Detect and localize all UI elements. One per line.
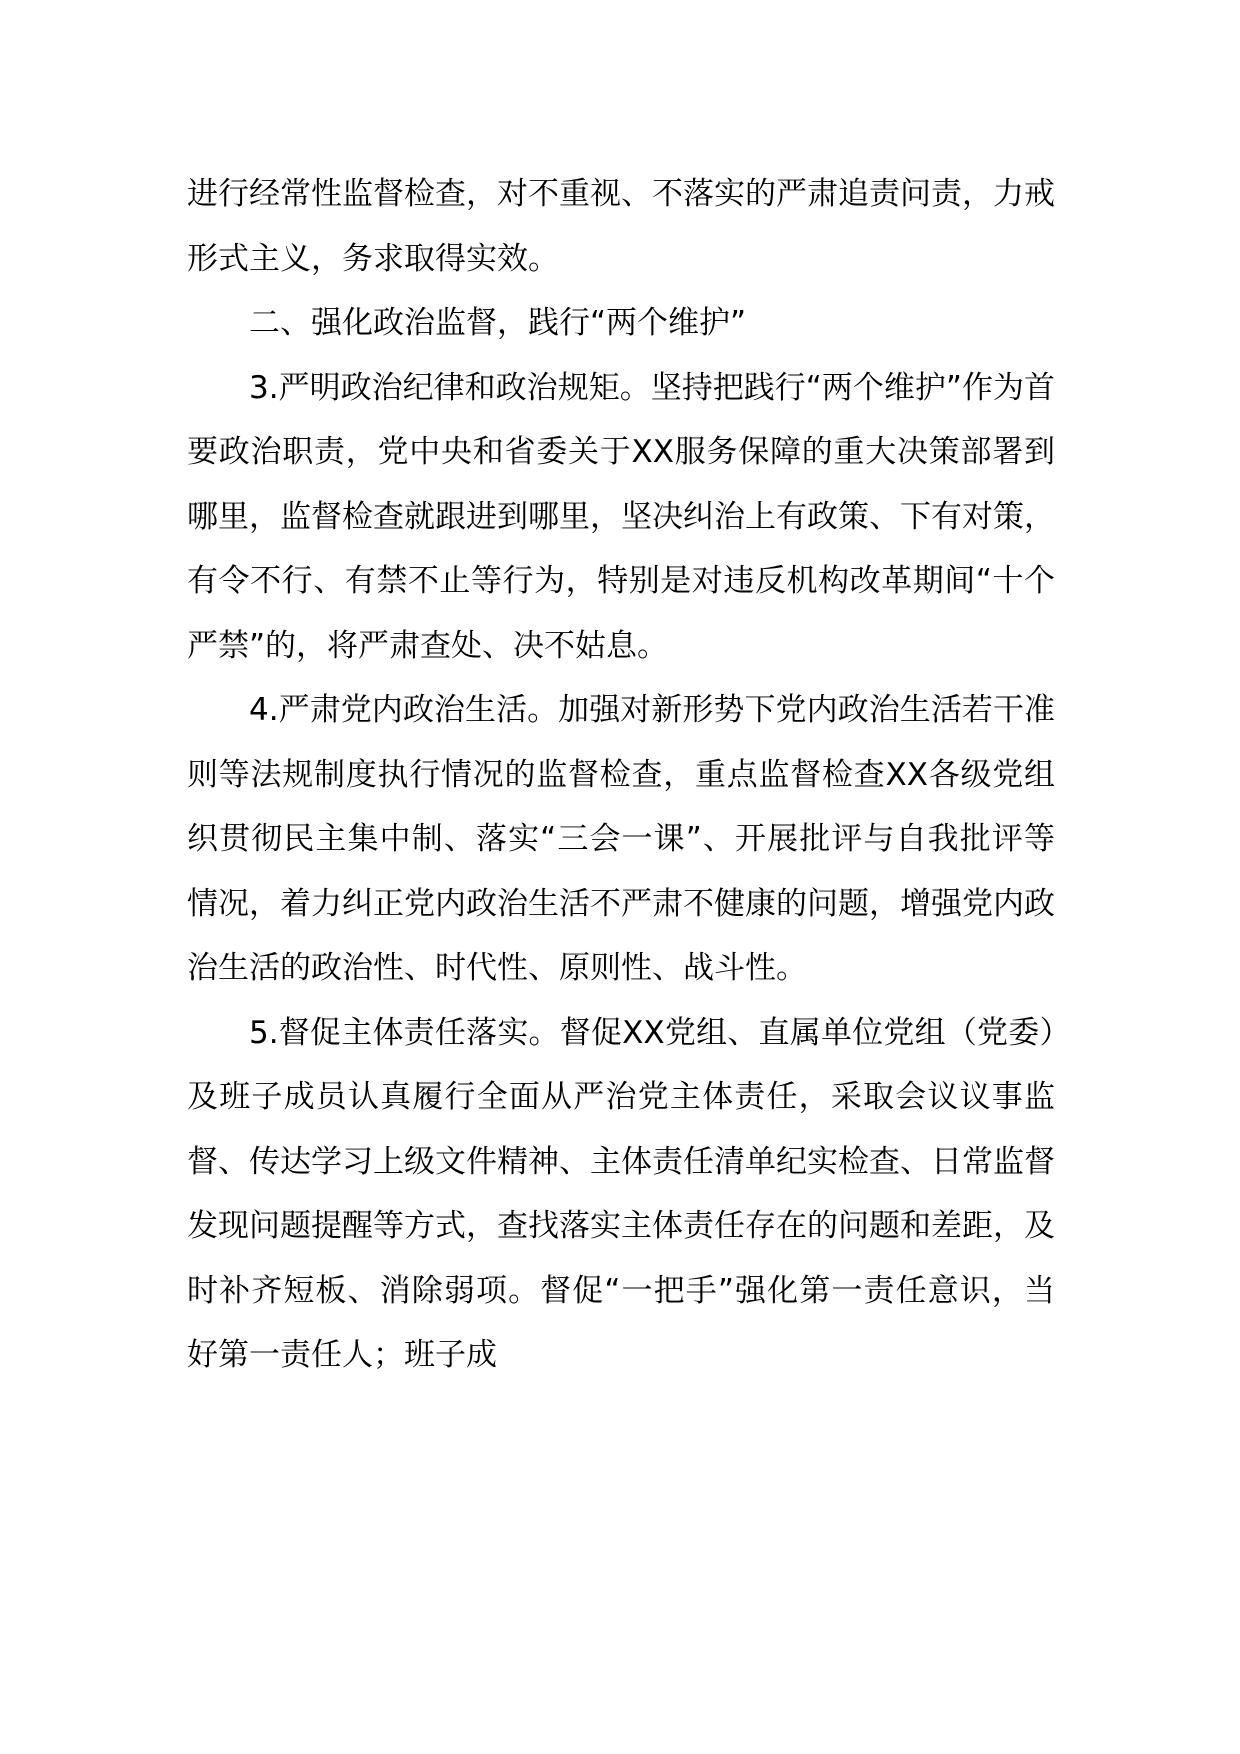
paragraph-item-5: 5.督促主体责任落实。督促XX党组、直属单位党组（党委）及班子成员认真履行全面从严治党主体责任，采取会议议事监督、传达学习上级文件精神、主体责任清单纪实检查、日常监督发现问题提醒等方式，查找落实主体责任存在的问题和差距，及时补齐短板、消除弱项。督促“一把手”强化第一责任意识，当好第一责任人；班子成 — [187, 1014, 1055, 1373]
paragraph-continuation: 进行经常性监督检查，对不重视、不落实的严肃追责问责，力戒形式主义，务求取得实效。 — [187, 176, 1055, 277]
paragraph-item-4: 4.严肃党内政治生活。加强对新形势下党内政治生活若干准则等法规制度执行情况的监督检查，重点监督检查XX各级党组织贯彻民主集中制、落实“三会一课”、开展批评与自我批评等情况，着力纠正党内政治生活不严肃不健康的问题，增强党内政治生活的政治性、时代性、原则性、战斗性。 — [187, 692, 1055, 986]
section-heading: 二、强化政治监督，践行“两个维护” — [249, 305, 747, 341]
document-body — [187, 162, 1055, 1388]
paragraph-item-3: 3.严明政治纪律和政治规矩。坚持把践行“两个维护”作为首要政治职责，党中央和省委关于XX服务保障的重大决策部署到哪里，监督检查就跟进到哪里，坚决纠治上有政策、下有对策，有令不行、有禁不止等行为，特别是对违反机构改革期间“十个严禁”的，将严肃查处、决不姑息。 — [187, 369, 1055, 664]
